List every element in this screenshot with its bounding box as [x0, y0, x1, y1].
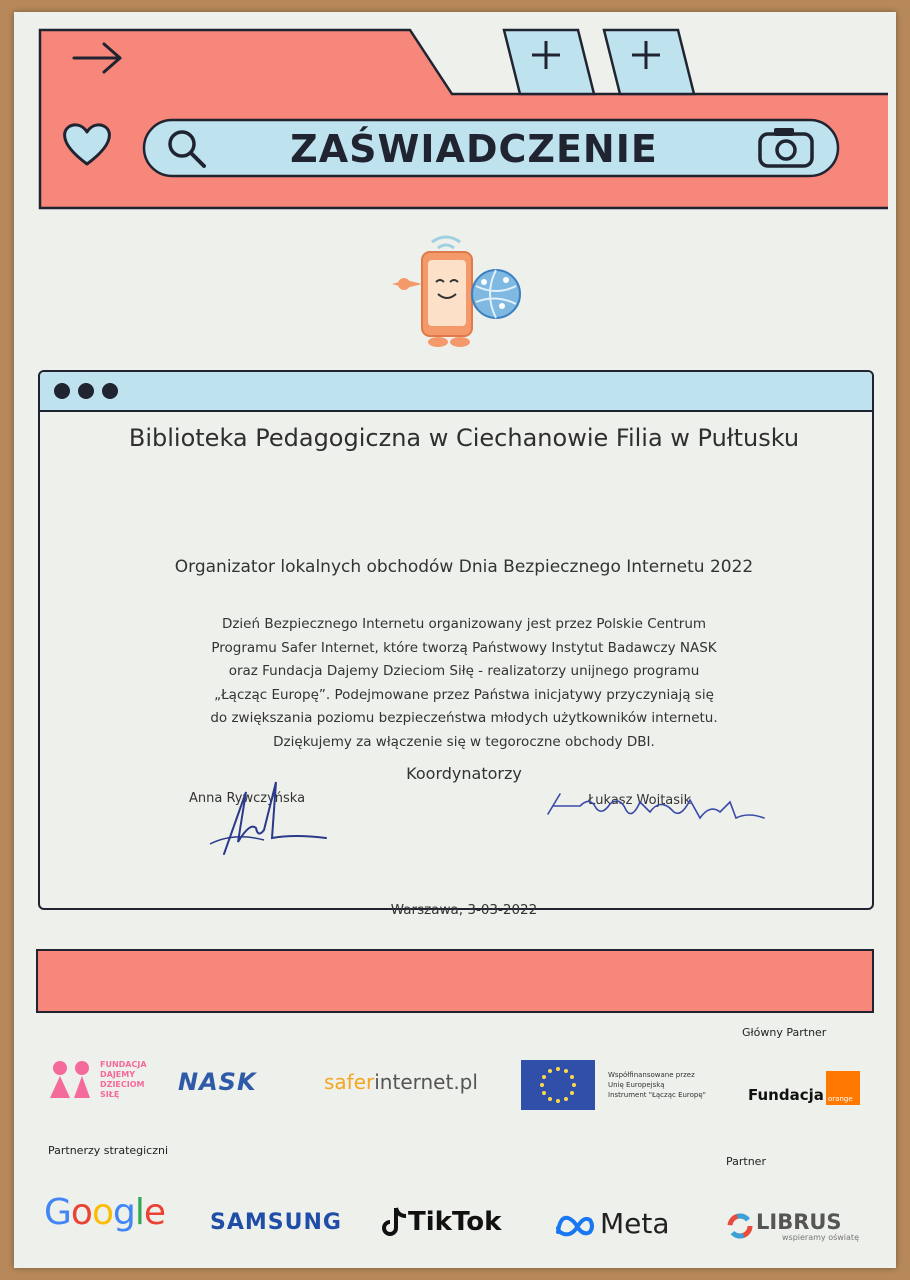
plus-icon: [629, 38, 663, 72]
body-line: Dziękujemy za włączenie się w tegoroczne obchody DBI.: [273, 733, 655, 750]
eu-caption-line: Instrument "Łącząc Europę": [608, 1091, 706, 1099]
orange-logo: [826, 1071, 860, 1105]
samsung-logo: SAMSUNG: [210, 1210, 342, 1235]
arrow-right-icon: [70, 38, 126, 78]
google-letter: o: [91, 1192, 113, 1233]
footer-band: [36, 949, 874, 1013]
fdds-logo: [46, 1058, 166, 1106]
body-line: do zwiększania poziomu bezpieczeństwa młodych użytkowników internetu.: [210, 710, 718, 726]
tiktok-logo: TikTok: [408, 1207, 502, 1237]
camera-icon: [756, 126, 816, 170]
fdds-line: DZIECIOM: [100, 1080, 145, 1089]
signature-right: [540, 782, 770, 832]
coordinators-label: Koordynatorzy: [406, 764, 522, 783]
body-line: „Łącząc Europę”. Podejmowane przez Państwa inicjatywy przyczyniają się: [214, 686, 714, 703]
librus-logo: LIBRUS: [756, 1210, 842, 1234]
header-banner: [38, 26, 888, 211]
certificate-title: ZAŚWIADCZENIE: [290, 127, 658, 171]
search-icon: [164, 126, 208, 170]
signer-right-name: Łukasz Wojtasik: [588, 793, 692, 808]
google-logo: [44, 1192, 165, 1233]
children-icon: [46, 1058, 98, 1104]
fdds-line: FUNDACJA: [100, 1060, 147, 1069]
body-paragraph: [94, 613, 834, 754]
meta-infinity-icon: [554, 1214, 596, 1238]
body-line: oraz Fundacja Dajemy Dzieciom Siłę - realizatorzy unijnego programu: [228, 663, 700, 679]
google-letter: e: [143, 1192, 165, 1233]
meta-logo: Meta: [600, 1207, 670, 1240]
saferinternet-part-a: safer: [324, 1070, 375, 1094]
saferinternet-logo: [324, 1070, 478, 1094]
main-partner-label: Główny Partner: [742, 1026, 827, 1039]
window-dot: [78, 383, 94, 399]
google-letter: l: [134, 1192, 144, 1233]
plus-icon: [529, 38, 563, 72]
fdds-line: DAJEMY: [100, 1070, 136, 1079]
signature-left: [194, 772, 334, 862]
strategic-partners-label: Partnerzy strategiczni: [48, 1144, 169, 1157]
eu-caption-line: Współfinansowane przez: [608, 1071, 695, 1079]
orange-brand-text: orange: [828, 1095, 853, 1103]
body-line: Dzień Bezpiecznego Internetu organizowany jest przez Polskie Centrum: [221, 616, 707, 632]
fdds-line: SIŁĘ: [100, 1090, 120, 1099]
certificate-paper: [14, 12, 896, 1268]
saferinternet-part-b: internet.pl: [374, 1070, 478, 1094]
fundacja-orange-word: Fundacja: [748, 1086, 824, 1104]
partner-label: Partner: [726, 1155, 766, 1168]
eu-caption: [608, 1070, 706, 1100]
heart-icon: [60, 120, 114, 168]
place-date: Warszawa, 3-03-2022: [390, 902, 538, 918]
google-letter: G: [44, 1192, 71, 1233]
window-dot: [54, 383, 70, 399]
google-letter: g: [112, 1192, 135, 1233]
eu-caption-line: Unię Europejską: [608, 1081, 665, 1089]
google-letter: o: [70, 1192, 92, 1233]
role-line: Organizator lokalnych obchodów Dnia Bezpiecznego Internetu 2022: [174, 557, 754, 577]
body-line: Programu Safer Internet, które tworzą Państwowy Instytut Badawczy NASK: [211, 639, 717, 656]
phone-mascot-illustration: [384, 222, 534, 352]
librus-tagline: wspieramy oświatę: [782, 1233, 859, 1242]
organization-name: Biblioteka Pedagogiczna w Ciechanowie Filia w Pułtusku: [128, 424, 800, 452]
browser-titlebar: [40, 372, 872, 412]
nask-logo: NASK: [178, 1068, 257, 1096]
librus-ring-icon: [726, 1212, 754, 1240]
tiktok-note-icon: [382, 1206, 408, 1238]
eu-flag-icon: [521, 1060, 595, 1110]
window-dot: [102, 383, 118, 399]
signer-left-name: Anna Rywczyńska: [189, 791, 306, 806]
